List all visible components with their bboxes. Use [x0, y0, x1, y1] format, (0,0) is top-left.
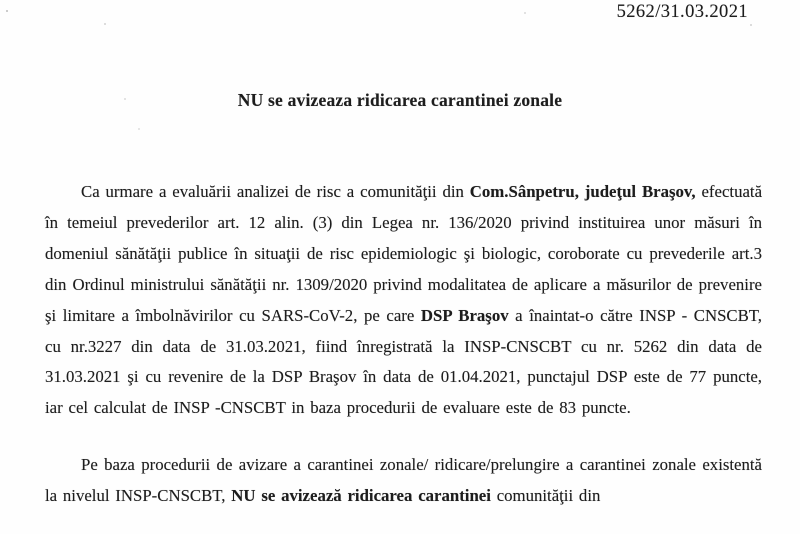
- text-segment-dsp-bold: DSP Braşov: [420, 305, 509, 325]
- document-title: NU se avizeaza ridicarea carantinei zonale: [237, 90, 563, 110]
- text-segment-registration-details: a înaintat-o către INSP - CNSCBT, cu nr.3227 din data de 31.03.2021, fiind înregistrată la INSP-CNSCBT cu nr. 5262 din data de 31.03.2021 şi cu revenire de la DSP Braşov în data de 01.04.2021, punctajul DSP este de 77 puncte, iar cel calculat de INSP -CNSCBT in baza procedurii de evaluare este de 83 puncte.: [45, 305, 762, 418]
- text-segment-locality-bold: Com.Sânpetru, judeţul Braşov,: [469, 182, 696, 201]
- text-segment-intro: Pe baza procedurii de avizare a carantinei zonale/ ridicare/prelungire a carantinei zonale existentă la nivelul INSP-CNSCBT,: [45, 455, 762, 506]
- paragraph-decision: [45, 450, 762, 512]
- text-segment-intro: Ca urmare a evaluării analizei de risc a comunităţii din: [81, 182, 470, 201]
- document-body: [45, 177, 762, 512]
- text-segment-outro: comunităţii din: [490, 486, 601, 506]
- text-segment-decision-bold: NU se avizează ridicarea carantinei: [231, 486, 491, 506]
- paragraph-risk-evaluation: [45, 177, 762, 424]
- registration-number: 5262/31.03.2021: [616, 2, 748, 22]
- text-segment-legal-basis: efectuată în temeiul prevederilor art. 12 alin. (3) din Legea nr. 136/2020 privind instituirea unor măsuri în domeniul sănătăţii publice în situaţii de risc epidemiologic şi biologic, coroborate cu prevederile art.3 din Ordinul ministrului sănătăţii nr. 1309/2020 privind modalitatea de aplicare a măsurilor de prevenire şi limitare a îmbolnăvirilor cu SARS-CoV-2, pe care: [45, 182, 763, 325]
